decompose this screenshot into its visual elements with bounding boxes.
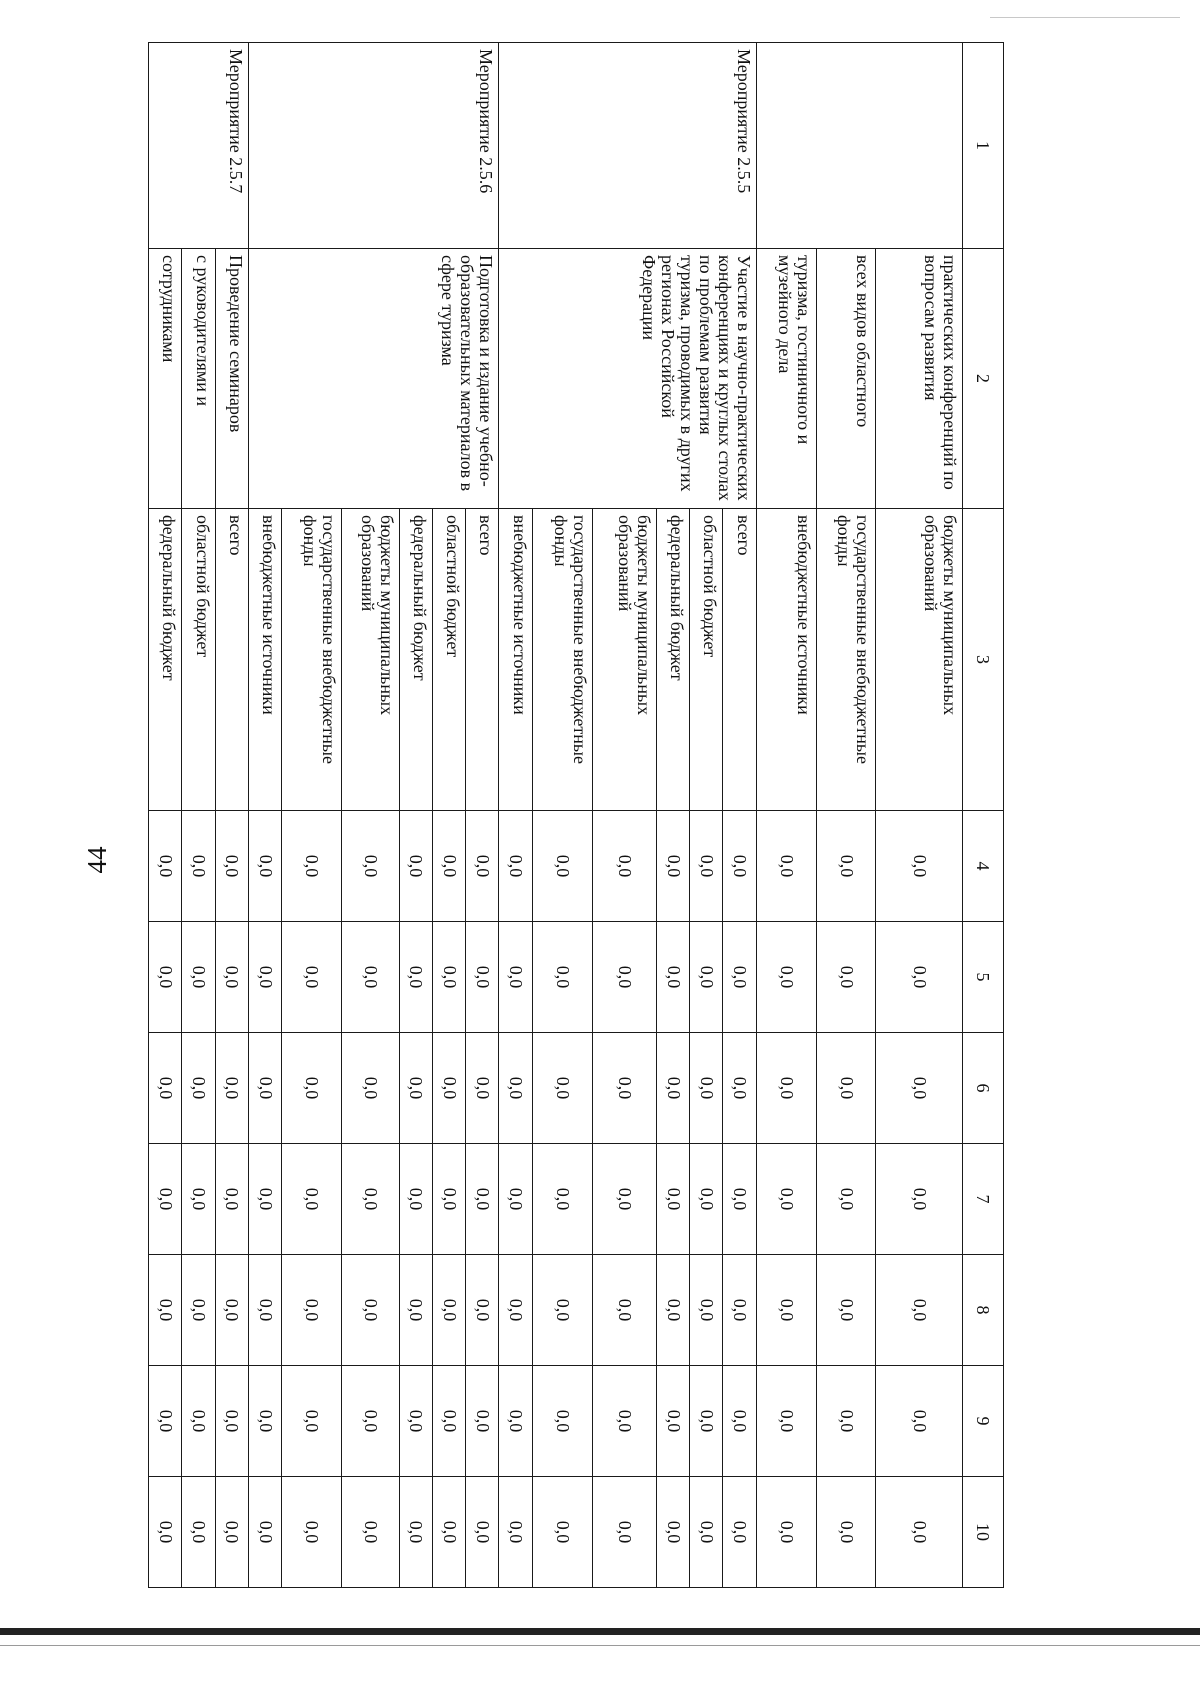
funding-table	[148, 42, 1004, 1588]
value-cell: 0,0	[342, 1144, 400, 1255]
value-cell: 0,0	[499, 922, 532, 1033]
source-cell: областной бюджет	[690, 509, 723, 811]
value-cell: 0,0	[399, 1255, 432, 1366]
value-cell: 0,0	[182, 811, 215, 922]
value-cell: 0,0	[399, 1144, 432, 1255]
value-cell: 0,0	[399, 811, 432, 922]
description-cell: сотрудниками	[149, 249, 182, 509]
header-row	[963, 43, 1004, 1588]
value-cell: 0,0	[876, 1366, 963, 1477]
value-cell: 0,0	[592, 811, 656, 922]
value-cell: 0,0	[466, 1366, 499, 1477]
value-cell: 0,0	[756, 1033, 816, 1144]
value-cell: 0,0	[432, 1033, 465, 1144]
value-cell: 0,0	[342, 1255, 400, 1366]
value-cell: 0,0	[342, 1477, 400, 1588]
value-cell: 0,0	[816, 1255, 876, 1366]
value-cell: 0,0	[466, 1477, 499, 1588]
value-cell: 0,0	[248, 1033, 281, 1144]
value-cell: 0,0	[690, 1255, 723, 1366]
value-cell: 0,0	[399, 1366, 432, 1477]
value-cell: 0,0	[723, 1477, 756, 1588]
header-cell: 9	[963, 1366, 1004, 1477]
value-cell: 0,0	[723, 1255, 756, 1366]
value-cell: 0,0	[592, 1033, 656, 1144]
value-cell: 0,0	[723, 1033, 756, 1144]
source-cell: государственные внебюджетные фонды	[282, 509, 342, 811]
value-cell: 0,0	[466, 811, 499, 922]
value-cell: 0,0	[182, 1366, 215, 1477]
source-cell: государственные внебюджетные фонды	[816, 509, 876, 811]
header-cell: 8	[963, 1255, 1004, 1366]
header-cell: 2	[963, 249, 1004, 509]
value-cell: 0,0	[282, 922, 342, 1033]
value-cell: 0,0	[690, 811, 723, 922]
measure-cell: Мероприятие 2.5.7	[149, 43, 249, 249]
description-cell: всех видов областного	[816, 249, 876, 509]
table-row	[215, 43, 248, 1588]
source-cell: областной бюджет	[432, 509, 465, 811]
page-number: 44	[82, 846, 112, 874]
source-cell: бюджеты муниципальных образований	[876, 509, 963, 811]
value-cell: 0,0	[592, 1477, 656, 1588]
source-cell: внебюджетные источники	[756, 509, 816, 811]
value-cell: 0,0	[215, 1255, 248, 1366]
value-cell: 0,0	[816, 922, 876, 1033]
value-cell: 0,0	[342, 811, 400, 922]
value-cell: 0,0	[532, 922, 592, 1033]
value-cell: 0,0	[690, 1366, 723, 1477]
source-cell: всего	[723, 509, 756, 811]
value-cell: 0,0	[690, 1144, 723, 1255]
value-cell: 0,0	[248, 1255, 281, 1366]
value-cell: 0,0	[182, 922, 215, 1033]
value-cell: 0,0	[656, 1033, 689, 1144]
value-cell: 0,0	[690, 1033, 723, 1144]
value-cell: 0,0	[723, 1366, 756, 1477]
value-cell: 0,0	[399, 1477, 432, 1588]
value-cell: 0,0	[656, 1255, 689, 1366]
table-row	[756, 43, 816, 1588]
value-cell: 0,0	[149, 1366, 182, 1477]
value-cell: 0,0	[876, 1255, 963, 1366]
value-cell: 0,0	[690, 922, 723, 1033]
description-cell: с руководителями и	[182, 249, 215, 509]
value-cell: 0,0	[149, 1477, 182, 1588]
value-cell: 0,0	[248, 922, 281, 1033]
value-cell: 0,0	[149, 811, 182, 922]
value-cell: 0,0	[215, 1033, 248, 1144]
value-cell: 0,0	[532, 1144, 592, 1255]
table-wrapper	[148, 42, 1004, 1587]
description-cell: туризма, гостиничного и музейного дела	[756, 249, 816, 509]
value-cell: 0,0	[149, 1255, 182, 1366]
table-row	[182, 43, 215, 1588]
value-cell: 0,0	[690, 1477, 723, 1588]
value-cell: 0,0	[182, 1477, 215, 1588]
table-row	[466, 43, 499, 1588]
value-cell: 0,0	[499, 1144, 532, 1255]
value-cell: 0,0	[592, 1255, 656, 1366]
value-cell: 0,0	[342, 1366, 400, 1477]
value-cell: 0,0	[399, 922, 432, 1033]
table-row	[876, 43, 963, 1588]
value-cell: 0,0	[756, 1144, 816, 1255]
value-cell: 0,0	[592, 922, 656, 1033]
value-cell: 0,0	[499, 1255, 532, 1366]
value-cell: 0,0	[723, 811, 756, 922]
value-cell: 0,0	[656, 1366, 689, 1477]
value-cell: 0,0	[876, 1144, 963, 1255]
description-cell: Участие в научно-практических конференциях и круглых столах по проблемам развития туризма, проводимых в других регионах Российской Федерации	[499, 249, 756, 509]
table-row	[816, 43, 876, 1588]
header-cell: 6	[963, 1033, 1004, 1144]
measure-cell	[756, 43, 962, 249]
value-cell: 0,0	[215, 1144, 248, 1255]
value-cell: 0,0	[466, 1144, 499, 1255]
source-cell: федеральный бюджет	[656, 509, 689, 811]
scan-edge-line	[0, 1645, 1200, 1646]
value-cell: 0,0	[756, 1366, 816, 1477]
value-cell: 0,0	[248, 811, 281, 922]
value-cell: 0,0	[342, 1033, 400, 1144]
value-cell: 0,0	[432, 1477, 465, 1588]
value-cell: 0,0	[499, 1033, 532, 1144]
value-cell: 0,0	[723, 922, 756, 1033]
value-cell: 0,0	[656, 1144, 689, 1255]
source-cell: федеральный бюджет	[149, 509, 182, 811]
value-cell: 0,0	[723, 1144, 756, 1255]
value-cell: 0,0	[149, 1144, 182, 1255]
value-cell: 0,0	[816, 811, 876, 922]
value-cell: 0,0	[656, 1477, 689, 1588]
value-cell: 0,0	[215, 811, 248, 922]
value-cell: 0,0	[282, 1255, 342, 1366]
value-cell: 0,0	[432, 1366, 465, 1477]
value-cell: 0,0	[532, 1477, 592, 1588]
value-cell: 0,0	[432, 811, 465, 922]
value-cell: 0,0	[876, 922, 963, 1033]
value-cell: 0,0	[399, 1033, 432, 1144]
header-cell: 3	[963, 509, 1004, 811]
value-cell: 0,0	[282, 1366, 342, 1477]
source-cell: федеральный бюджет	[399, 509, 432, 811]
value-cell: 0,0	[499, 1477, 532, 1588]
source-cell: государственные внебюджетные фонды	[532, 509, 592, 811]
value-cell: 0,0	[816, 1366, 876, 1477]
value-cell: 0,0	[532, 1366, 592, 1477]
value-cell: 0,0	[248, 1144, 281, 1255]
description-cell: Подготовка и издание учебно-образовательных материалов в сфере туризма	[248, 249, 499, 509]
value-cell: 0,0	[466, 1033, 499, 1144]
source-cell: всего	[466, 509, 499, 811]
value-cell: 0,0	[215, 1366, 248, 1477]
value-cell: 0,0	[756, 922, 816, 1033]
value-cell: 0,0	[816, 1477, 876, 1588]
value-cell: 0,0	[816, 1144, 876, 1255]
value-cell: 0,0	[592, 1144, 656, 1255]
value-cell: 0,0	[816, 1033, 876, 1144]
measure-cell: Мероприятие 2.5.6	[248, 43, 499, 249]
value-cell: 0,0	[182, 1144, 215, 1255]
value-cell: 0,0	[656, 922, 689, 1033]
value-cell: 0,0	[656, 811, 689, 922]
value-cell: 0,0	[499, 811, 532, 922]
source-cell: бюджеты муниципальных образований	[592, 509, 656, 811]
value-cell: 0,0	[182, 1033, 215, 1144]
value-cell: 0,0	[215, 922, 248, 1033]
value-cell: 0,0	[432, 1144, 465, 1255]
value-cell: 0,0	[282, 1477, 342, 1588]
value-cell: 0,0	[876, 1477, 963, 1588]
value-cell: 0,0	[248, 1477, 281, 1588]
value-cell: 0,0	[592, 1366, 656, 1477]
top-rule	[990, 17, 1180, 18]
value-cell: 0,0	[756, 1477, 816, 1588]
value-cell: 0,0	[248, 1366, 281, 1477]
value-cell: 0,0	[466, 1255, 499, 1366]
description-cell: практических конференций по вопросам развития	[876, 249, 963, 509]
header-cell: 5	[963, 922, 1004, 1033]
measure-cell: Мероприятие 2.5.5	[499, 43, 756, 249]
value-cell: 0,0	[342, 922, 400, 1033]
value-cell: 0,0	[215, 1477, 248, 1588]
header-cell: 10	[963, 1477, 1004, 1588]
source-cell: всего	[215, 509, 248, 811]
value-cell: 0,0	[532, 811, 592, 922]
source-cell: бюджеты муниципальных образований	[342, 509, 400, 811]
value-cell: 0,0	[432, 1255, 465, 1366]
value-cell: 0,0	[756, 1255, 816, 1366]
table-row	[723, 43, 756, 1588]
value-cell: 0,0	[466, 922, 499, 1033]
value-cell: 0,0	[282, 811, 342, 922]
source-cell: внебюджетные источники	[499, 509, 532, 811]
value-cell: 0,0	[532, 1255, 592, 1366]
source-cell: областной бюджет	[182, 509, 215, 811]
value-cell: 0,0	[876, 811, 963, 922]
value-cell: 0,0	[149, 922, 182, 1033]
rotated-page	[148, 42, 1004, 1587]
value-cell: 0,0	[282, 1033, 342, 1144]
description-cell: Проведение семинаров	[215, 249, 248, 509]
source-cell: внебюджетные источники	[248, 509, 281, 811]
value-cell: 0,0	[282, 1144, 342, 1255]
value-cell: 0,0	[432, 922, 465, 1033]
value-cell: 0,0	[532, 1033, 592, 1144]
table-body	[149, 43, 963, 1588]
value-cell: 0,0	[756, 811, 816, 922]
value-cell: 0,0	[499, 1366, 532, 1477]
table-row	[149, 43, 182, 1588]
scan-edge-bar	[0, 1628, 1200, 1635]
header-cell: 4	[963, 811, 1004, 922]
value-cell: 0,0	[149, 1033, 182, 1144]
header-cell: 7	[963, 1144, 1004, 1255]
header-cell: 1	[963, 43, 1004, 249]
value-cell: 0,0	[182, 1255, 215, 1366]
value-cell: 0,0	[876, 1033, 963, 1144]
